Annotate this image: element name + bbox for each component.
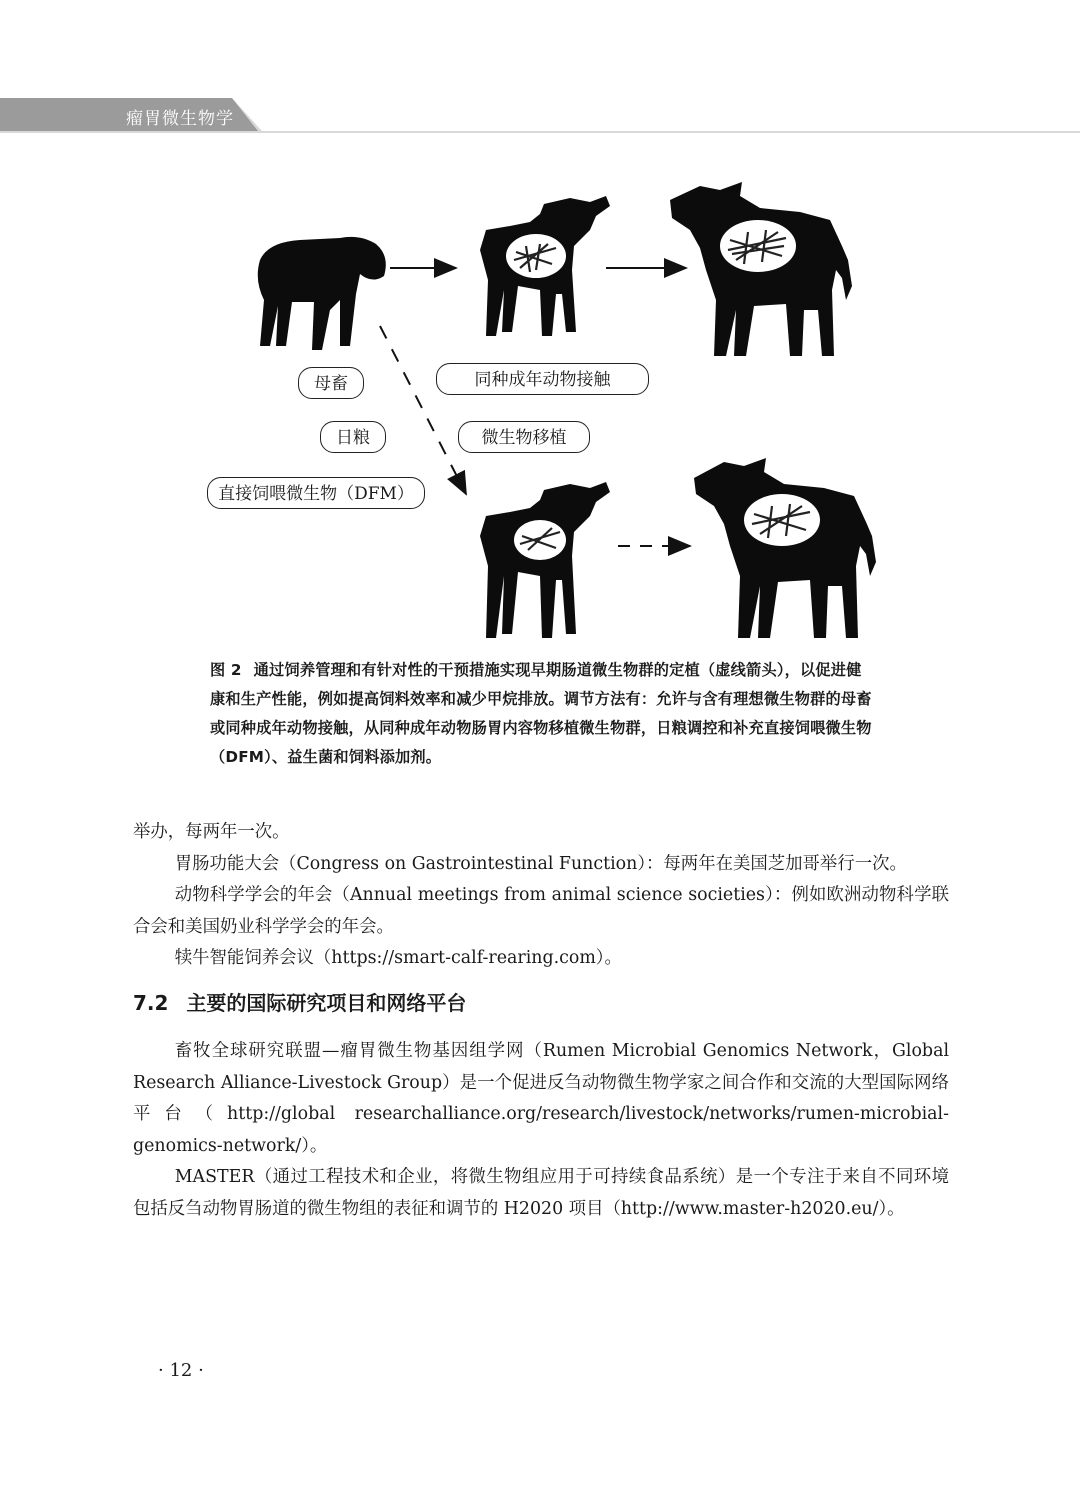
newborn-calf-silhouette [258, 237, 386, 350]
paragraph-continuation: 举办，每两年一次。 [133, 822, 290, 842]
adult-cow-bottom-silhouette [694, 458, 876, 638]
arrow-dashed-diagonal [380, 326, 466, 494]
section-paragraphs [133, 1036, 949, 1225]
running-title: 瘤胃微生物学 [126, 109, 234, 129]
paragraph-gastro-congress: 胃肠功能大会（Congress on Gastrointestinal Function）：每两年在美国芝加哥举行一次。 [174, 853, 907, 874]
label-transplant: 微生物移植 [458, 421, 590, 453]
label-diet: 日粮 [320, 421, 386, 453]
section-number: 7.2 [133, 991, 169, 1015]
section-heading [133, 987, 466, 1016]
paragraph-animal-science: 动物科学学会的年会（Annual meetings from animal science societies）：例如欧洲动物科学联合会和美国奶业科学学会的年会。 [133, 885, 949, 937]
label-mother: 母畜 [298, 367, 364, 399]
figure-2 [0, 160, 1080, 650]
section-title: 主要的国际研究项目和网络平台 [186, 991, 467, 1015]
figure-illustration [0, 160, 1080, 650]
paragraph-rumen-network: 畜牧全球研究联盟—瘤胃微生物基因组学网（Rumen Microbial Genomics Network，Global Research Alliance-Livestock Group）是一个促进反刍动物微生物学家之间合作和交流的大型国际网络平台（http://global researchalliance.org/research/livestock/networks/rumen-microbial-genomics-network/）。 [133, 1041, 949, 1156]
label-dfm: 直接饲喂微生物（DFM） [207, 477, 425, 509]
caption-text: 通过饲养管理和有针对性的干预措施实现早期肠道微生物群的定植（虚线箭头），以促进健康和生产性能，例如提高饲料效率和减少甲烷排放。调节方法有：允许与含有理想微生物群的母畜或同种成年动物接触，从同种成年动物肠胃内容物移植微生物群，日粮调控和补充直接饲喂微生物（DFM）、益生菌和饲料添加剂。 [210, 661, 872, 766]
body-paragraphs [133, 817, 949, 975]
page-number: · 12 · [158, 1360, 204, 1381]
paragraph-master-project: MASTER（通过工程技术和企业，将微生物组应用于可持续食品系统）是一个专注于来自不同环境包括反刍动物胃肠道的微生物组的表征和调节的 H2020 项目（http://www.master-h2020.eu/）。 [133, 1167, 949, 1219]
paragraph-smart-calf: 犊牛智能饲养会议（https://smart-calf-rearing.com）。 [174, 948, 622, 968]
young-calf-bottom-silhouette [480, 482, 610, 638]
adult-cow-top-silhouette [670, 182, 852, 356]
label-adult-contact: 同种成年动物接触 [436, 363, 649, 395]
figure-caption [210, 656, 872, 772]
caption-label: 图 2 [210, 661, 242, 679]
young-calf-top-silhouette [480, 196, 610, 336]
